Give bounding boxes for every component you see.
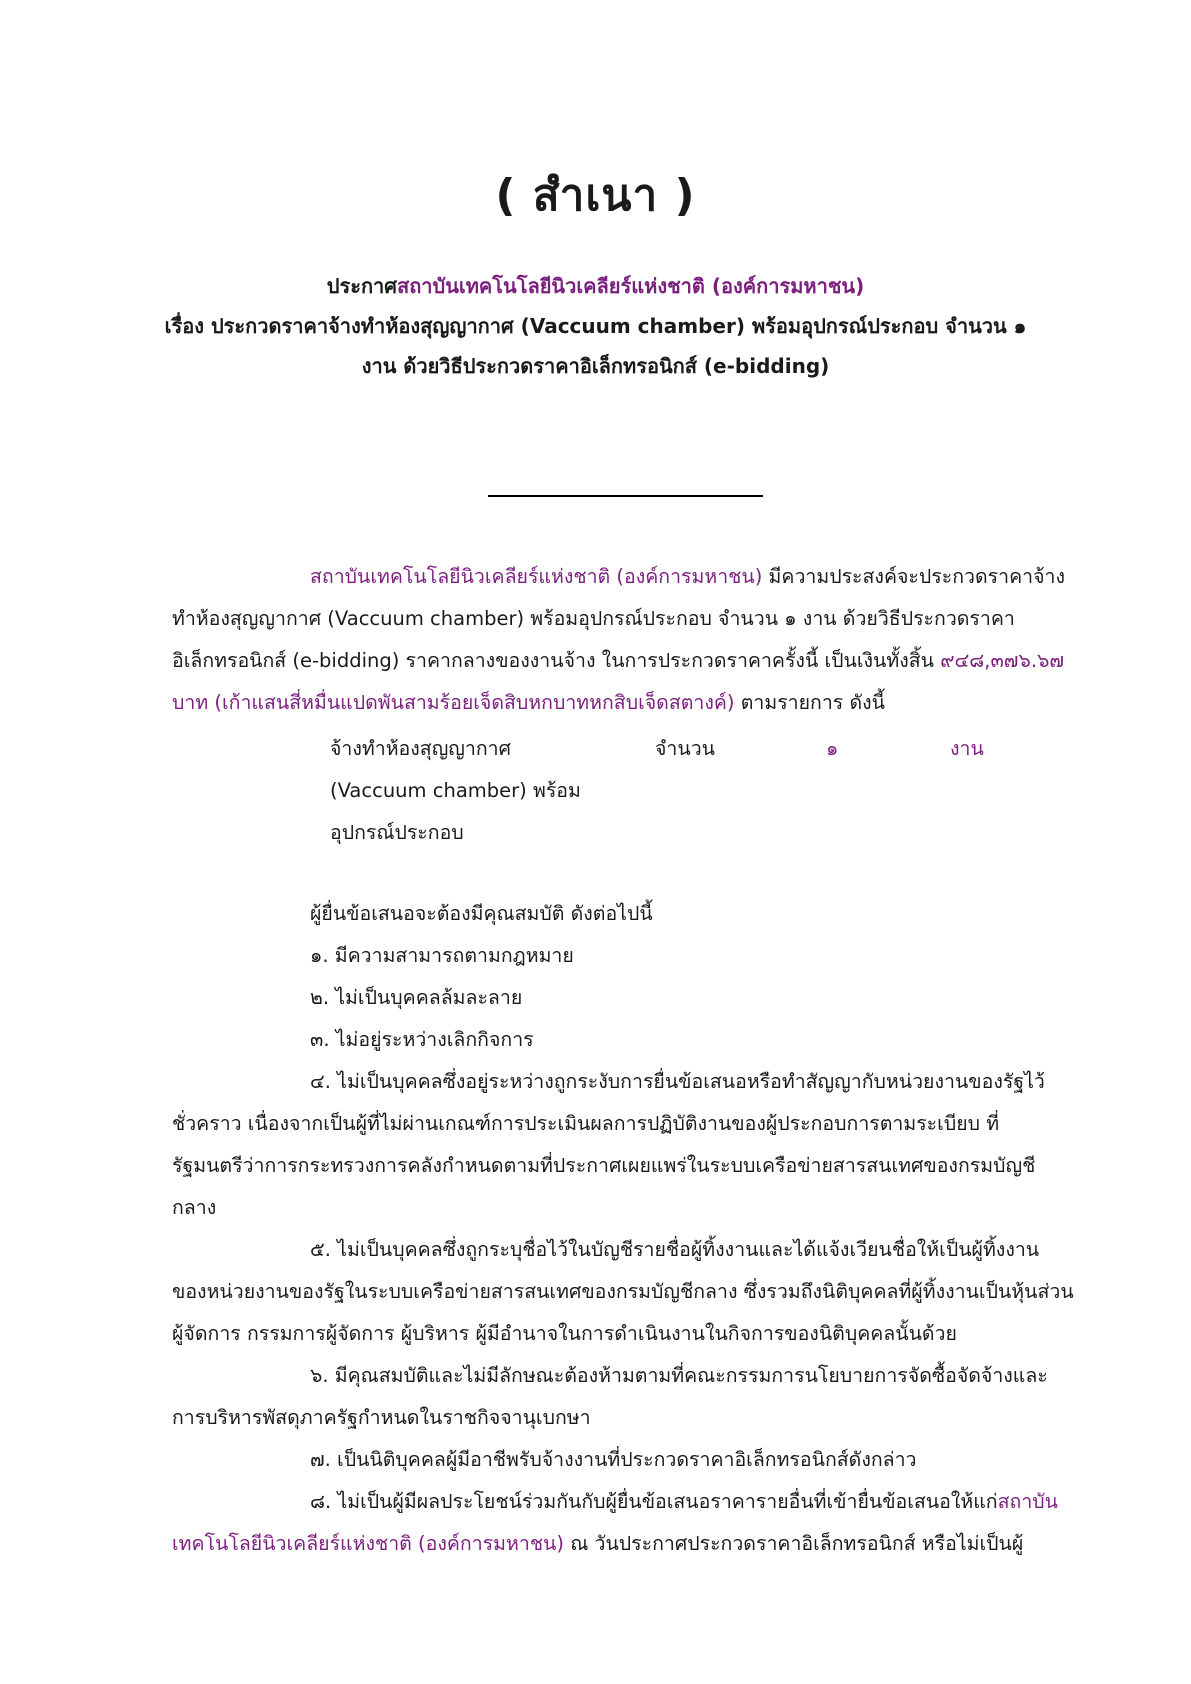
intro-line-1 xyxy=(172,556,1082,598)
item-unit: งาน xyxy=(950,737,984,760)
intro-line-4 xyxy=(172,682,1082,724)
intro-text: มีความประสงค์จะประกวดราคาจ้าง xyxy=(762,565,1065,588)
qualification-4-line-2: ชั่วคราว เนื่องจากเป็นผู้ที่ไม่ผ่านเกณฑ์การประเมินผลการปฏิบัติงานของผู้ประกอบการตามระเบียบ ที่ xyxy=(172,1112,1000,1135)
qualification-text: ๘. ไม่เป็นผู้มีผลประโยชน์ร่วมกันกับผู้ยื่นข้อเสนอราคารายอื่นที่เข้ายื่นข้อเสนอให้แก่ xyxy=(310,1490,998,1513)
qualification-7: ๗. เป็นนิติบุคคลผู้มีอาชีพรับจ้างงานที่ประกวดราคาอิเล็กทรอนิกส์ดังกล่าว xyxy=(310,1448,917,1471)
qualification-4-line-1: ๔. ไม่เป็นบุคคลซึ่งอยู่ระหว่างถูกระงับการยื่นข้อเสนอหรือทำสัญญากับหน่วยงานของรัฐไว้ xyxy=(310,1070,1045,1093)
qualification-6-line-1: ๖. มีคุณสมบัติและไม่มีลักษณะต้องห้ามตามที่คณะกรรมการนโยบายการจัดซื้อจัดจ้างและ xyxy=(310,1364,1048,1387)
announcement-prefix: ประกาศ xyxy=(326,274,397,298)
qualifications-section xyxy=(172,893,1082,1565)
title-divider xyxy=(488,495,763,497)
qualification-5-line-2: ของหน่วยงานของรัฐในระบบเครือข่ายสารสนเทศของกรมบัญชีกลาง ซึ่งรวมถึงนิติบุคคลที่ผู้ทิ้งงานเป็นหุ้นส่วน xyxy=(172,1280,1074,1303)
item-name-line-2: (Vaccuum chamber) พร้อม xyxy=(330,779,581,802)
reference-price: ๙๔๘,๓๗๖.๖๗ xyxy=(940,649,1065,672)
intro-text: ตามรายการ ดังนี้ xyxy=(734,691,885,714)
qualifications-heading: ผู้ยื่นข้อเสนอจะต้องมีคุณสมบัติ ดังต่อไปนี้ xyxy=(310,902,653,925)
subject-line-2: งาน ด้วยวิธีประกวดราคาอิเล็กทรอนิกส์ (e-bidding) xyxy=(361,354,830,378)
qualification-3: ๓. ไม่อยู่ระหว่างเลิกกิจการ xyxy=(310,1028,534,1051)
qualification-8-line-2 xyxy=(172,1523,1082,1565)
item-quantity-label: จำนวน xyxy=(655,737,715,760)
intro-paragraph xyxy=(172,556,1082,724)
item-name-line-1: จ้างทำห้องสุญญากาศ xyxy=(330,737,512,760)
item-quantity-value: ๑ xyxy=(826,737,839,760)
intro-line-2: ทำห้องสุญญากาศ (Vaccuum chamber) พร้อมอุปกรณ์ประกอบ จำนวน ๑ งาน ด้วยวิธีประกวดราคา xyxy=(172,607,1015,630)
qualification-2: ๒. ไม่เป็นบุคคลล้มละลาย xyxy=(310,986,523,1009)
qualification-5-line-3: ผู้จัดการ กรรมการผู้จัดการ ผู้บริหาร ผู้มีอำนาจในการดำเนินงานในกิจการของนิติบุคคลนั้นด้วย xyxy=(172,1322,957,1345)
intro-line-3 xyxy=(172,640,1082,682)
subject-line-1: เรื่อง ประกวดราคาจ้างทำห้องสุญญากาศ (Vaccuum chamber) พร้อมอุปกรณ์ประกอบ จำนวน ๑ xyxy=(164,314,1027,338)
qualification-6-line-2: การบริหารพัสดุภาครัฐกำหนดในราชกิจจานุเบกษา xyxy=(172,1406,591,1429)
qualification-4-line-3: รัฐมนตรีว่าการกระทรวงการคลังกำหนดตามที่ประกาศเผยแพร่ในระบบเครือข่ายสารสนเทศของกรมบัญชี xyxy=(172,1154,1036,1177)
document-title: ( สำเนา ) xyxy=(495,170,696,221)
reference-price-words: บาท (เก้าแสนสี่หมื่นแปดพันสามร้อยเจ็ดสิบหกบาทหกสิบเจ็ดสตางค์) xyxy=(172,691,735,714)
qualification-8-line-1 xyxy=(172,1481,1082,1523)
qualification-organization: สถาบัน xyxy=(997,1490,1058,1513)
qualification-organization: เทคโนโลยีนิวเคลียร์แห่งชาติ (องค์การมหาชน) xyxy=(172,1532,564,1555)
organization-name: สถาบันเทคโนโลยีนิวเคลียร์แห่งชาติ (องค์การมหาชน) xyxy=(396,274,865,298)
qualification-1: ๑. มีความสามารถตามกฎหมาย xyxy=(310,944,574,967)
announcement-line-1 xyxy=(0,270,1191,302)
item-name-line-3: อุปกรณ์ประกอบ xyxy=(330,821,464,844)
qualification-text: ณ วันประกาศประกวดราคาอิเล็กทรอนิกส์ หรือไม่เป็นผู้ xyxy=(564,1532,1024,1555)
qualification-4-line-4: กลาง xyxy=(172,1196,217,1219)
qualification-5-line-1: ๕. ไม่เป็นบุคคลซึ่งถูกระบุชื่อไว้ในบัญชีรายชื่อผู้ทิ้งงานและได้แจ้งเวียนชื่อให้เป็นผู้ทิ้งงาน xyxy=(310,1238,1040,1261)
intro-organization: สถาบันเทคโนโลยีนิวเคลียร์แห่งชาติ (องค์การมหาชน) xyxy=(310,565,763,588)
intro-text: อิเล็กทรอนิกส์ (e-bidding) ราคากลางของงานจ้าง ในการประกวดราคาครั้งนี้ เป็นเงินทั้งสิ้น xyxy=(172,649,941,672)
